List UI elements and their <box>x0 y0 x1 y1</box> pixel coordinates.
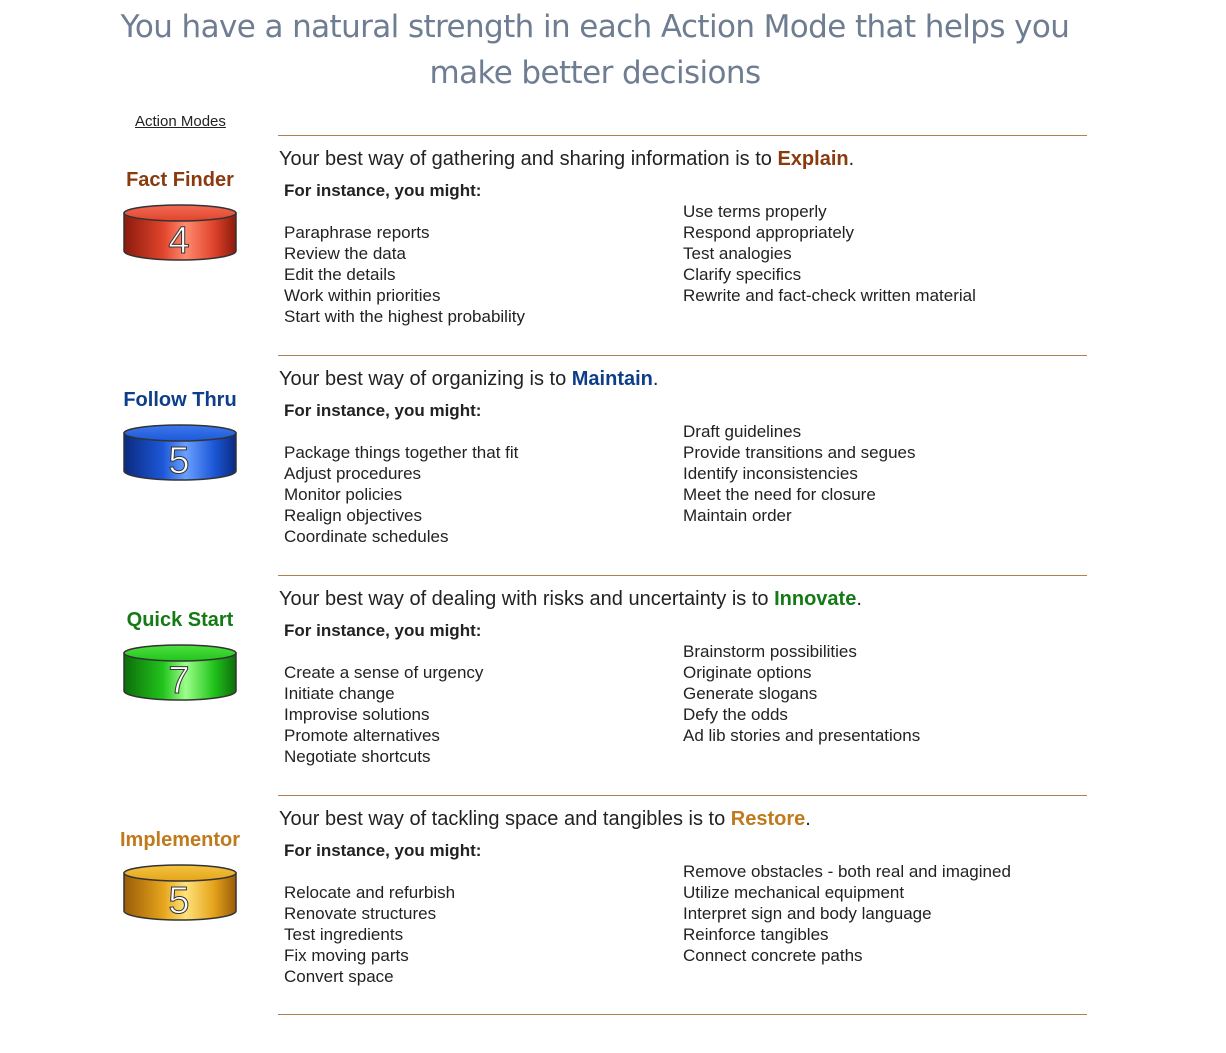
score-value: 7 <box>168 660 190 702</box>
list-item: Test ingredients <box>284 925 404 944</box>
list-item: Defy the odds <box>683 705 788 724</box>
list-item: Renovate structures <box>284 904 437 923</box>
list-item: Identify inconsistencies <box>683 464 858 483</box>
list-item: Initiate change <box>284 684 395 703</box>
score-cylinder <box>122 423 238 483</box>
score-cylinder <box>122 863 238 923</box>
for-instance-label: For instance, you might: <box>284 841 482 860</box>
examples-list-left <box>284 882 455 987</box>
list-item: Adjust procedures <box>284 464 422 483</box>
mode-name: Implementor <box>119 829 241 851</box>
list-item: Review the data <box>284 244 406 263</box>
list-item: Meet the need for closure <box>683 485 876 504</box>
action-word: Innovate <box>774 588 857 610</box>
headline-text: Your best way of tackling space and tangibles is to <box>279 808 731 830</box>
list-item: Use terms properly <box>683 202 827 221</box>
headline-period: . <box>848 148 855 170</box>
list-item: Draft guidelines <box>683 422 802 441</box>
list-item: Convert space <box>284 967 394 986</box>
action-mode-section <box>0 355 1226 575</box>
section-divider <box>278 355 1087 356</box>
section-divider <box>278 795 1087 796</box>
list-item: Connect concrete paths <box>683 946 863 965</box>
list-item: Ad lib stories and presentations <box>683 726 921 745</box>
list-item: Improvise solutions <box>284 705 430 724</box>
list-item: Utilize mechanical equipment <box>683 883 905 902</box>
mode-name: Quick Start <box>126 609 234 631</box>
section-headline <box>279 588 862 611</box>
page-title: You have a natural strength in each Action Mode that helps you make better decisions <box>120 9 1070 91</box>
list-item: Edit the details <box>284 265 396 284</box>
mode-name: Fact Finder <box>126 169 234 191</box>
list-item: Reinforce tangibles <box>683 925 829 944</box>
score-cylinder <box>122 203 238 263</box>
examples-list-left <box>284 222 525 327</box>
section-headline <box>279 808 811 831</box>
action-word: Restore <box>730 808 806 830</box>
list-item: Originate options <box>683 663 812 682</box>
for-instance-label: For instance, you might: <box>284 181 482 200</box>
action-word: Maintain <box>571 368 653 390</box>
list-item: Relocate and refurbish <box>284 883 456 902</box>
list-item: Interpret sign and body language <box>683 904 932 923</box>
examples-list-left <box>284 442 518 547</box>
section-divider <box>278 575 1087 576</box>
score-value: 4 <box>168 220 190 262</box>
list-item: Promote alternatives <box>284 726 440 745</box>
list-item: Coordinate schedules <box>284 527 449 546</box>
examples-list-left <box>284 662 483 767</box>
list-item: Generate slogans <box>683 684 818 703</box>
examples-list-right <box>683 641 920 746</box>
headline-period: . <box>805 808 811 830</box>
action-modes-link[interactable]: Action Modes <box>135 113 226 130</box>
list-item: Clarify specifics <box>683 265 802 284</box>
for-instance-label: For instance, you might: <box>284 621 482 640</box>
divider-bottom <box>278 1014 1087 1015</box>
list-item: Work within priorities <box>284 286 441 305</box>
score-value: 5 <box>168 440 190 482</box>
list-item: Fix moving parts <box>284 946 409 965</box>
examples-list-right <box>683 421 915 526</box>
for-instance-label: For instance, you might: <box>284 401 482 420</box>
headline-period: . <box>856 588 862 610</box>
list-item: Negotiate shortcuts <box>284 747 431 766</box>
headline-period: . <box>652 368 659 390</box>
list-item: Remove obstacles - both real and imagined <box>683 862 1011 881</box>
list-item: Provide transitions and segues <box>683 443 916 462</box>
list-item: Respond appropriately <box>683 223 855 242</box>
action-mode-section <box>0 795 1226 1015</box>
headline-text: Your best way of organizing is to <box>279 368 572 390</box>
section-divider <box>278 135 1087 136</box>
list-item: Test analogies <box>683 244 792 263</box>
section-headline <box>279 148 854 171</box>
list-item: Package things together that fit <box>284 443 519 462</box>
action-word: Explain <box>777 148 849 170</box>
list-item: Start with the highest probability <box>284 307 525 326</box>
list-item: Maintain order <box>683 506 792 525</box>
list-item: Realign objectives <box>284 506 422 525</box>
mode-name: Follow Thru <box>123 389 237 411</box>
action-mode-section <box>0 135 1226 355</box>
headline-text: Your best way of dealing with risks and uncertainty is to <box>279 588 775 610</box>
list-item: Rewrite and fact-check written material <box>683 286 976 305</box>
section-headline <box>279 368 658 391</box>
list-item: Brainstorm possibilities <box>683 642 857 661</box>
headline-text: Your best way of gathering and sharing information is to <box>279 148 778 170</box>
action-mode-section <box>0 575 1226 795</box>
list-item: Paraphrase reports <box>284 223 430 242</box>
score-value: 5 <box>168 880 190 922</box>
list-item: Create a sense of urgency <box>284 663 484 682</box>
examples-list-right <box>683 201 976 306</box>
score-cylinder <box>122 643 238 703</box>
examples-list-right <box>683 861 1011 966</box>
list-item: Monitor policies <box>284 485 403 504</box>
